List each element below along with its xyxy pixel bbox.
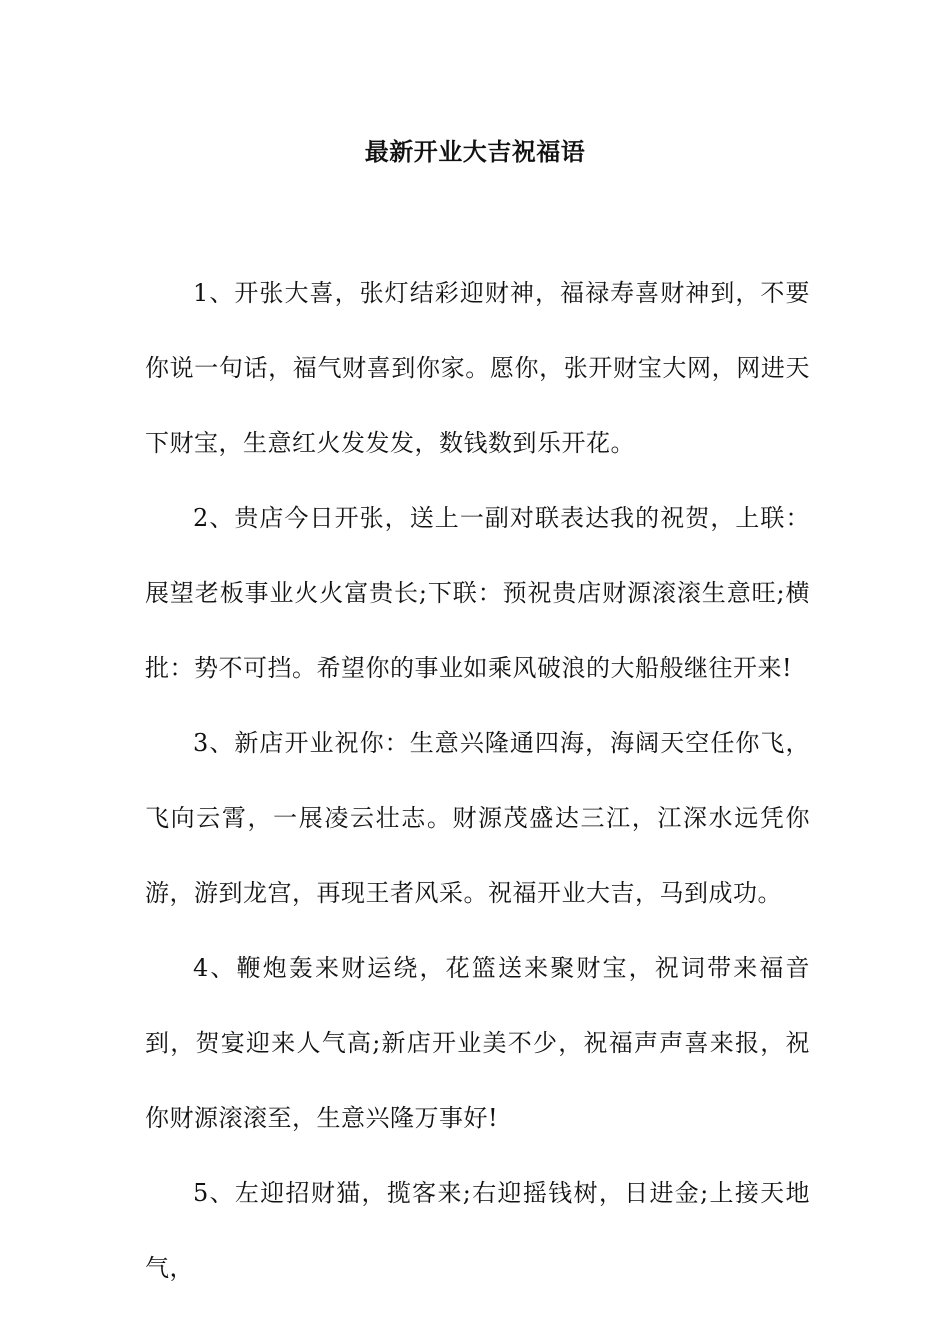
paragraph-2: 2、贵店今日开张，送上一副对联表达我的祝贺，上联：展望老板事业火火富贵长;下联：预祝贵店财源滚滚生意旺;横批：势不可挡。希望你的事业如乘风破浪的大船般继往开来!: [145, 504, 810, 682]
paragraph-5: 5、左迎招财猫，揽客来;右迎摇钱树，日进金;上接天地气，: [145, 1179, 810, 1282]
paragraph-3: 3、新店开业祝你：生意兴隆通四海，海阔天空任你飞，飞向云霄，一展凌云壮志。财源茂盛达三江，江深水远凭你游，游到龙宫，再现王者风采。祝福开业大吉，马到成功。: [145, 729, 810, 907]
paragraph-4: 4、鞭炮轰来财运绕，花篮送来聚财宝，祝词带来福音到，贺宴迎来人气高;新店开业美不少，祝福声声喜来报，祝你财源滚滚至，生意兴隆万事好!: [145, 954, 810, 1132]
document-body: [145, 256, 810, 1306]
paragraph-1: 1、开张大喜，张灯结彩迎财神，福禄寿喜财神到，不要你说一句话，福气财喜到你家。愿你，张开财宝大网，网进天下财宝，生意红火发发发，数钱数到乐开花。: [145, 279, 810, 457]
document-title: 最新开业大吉祝福语: [364, 138, 586, 166]
